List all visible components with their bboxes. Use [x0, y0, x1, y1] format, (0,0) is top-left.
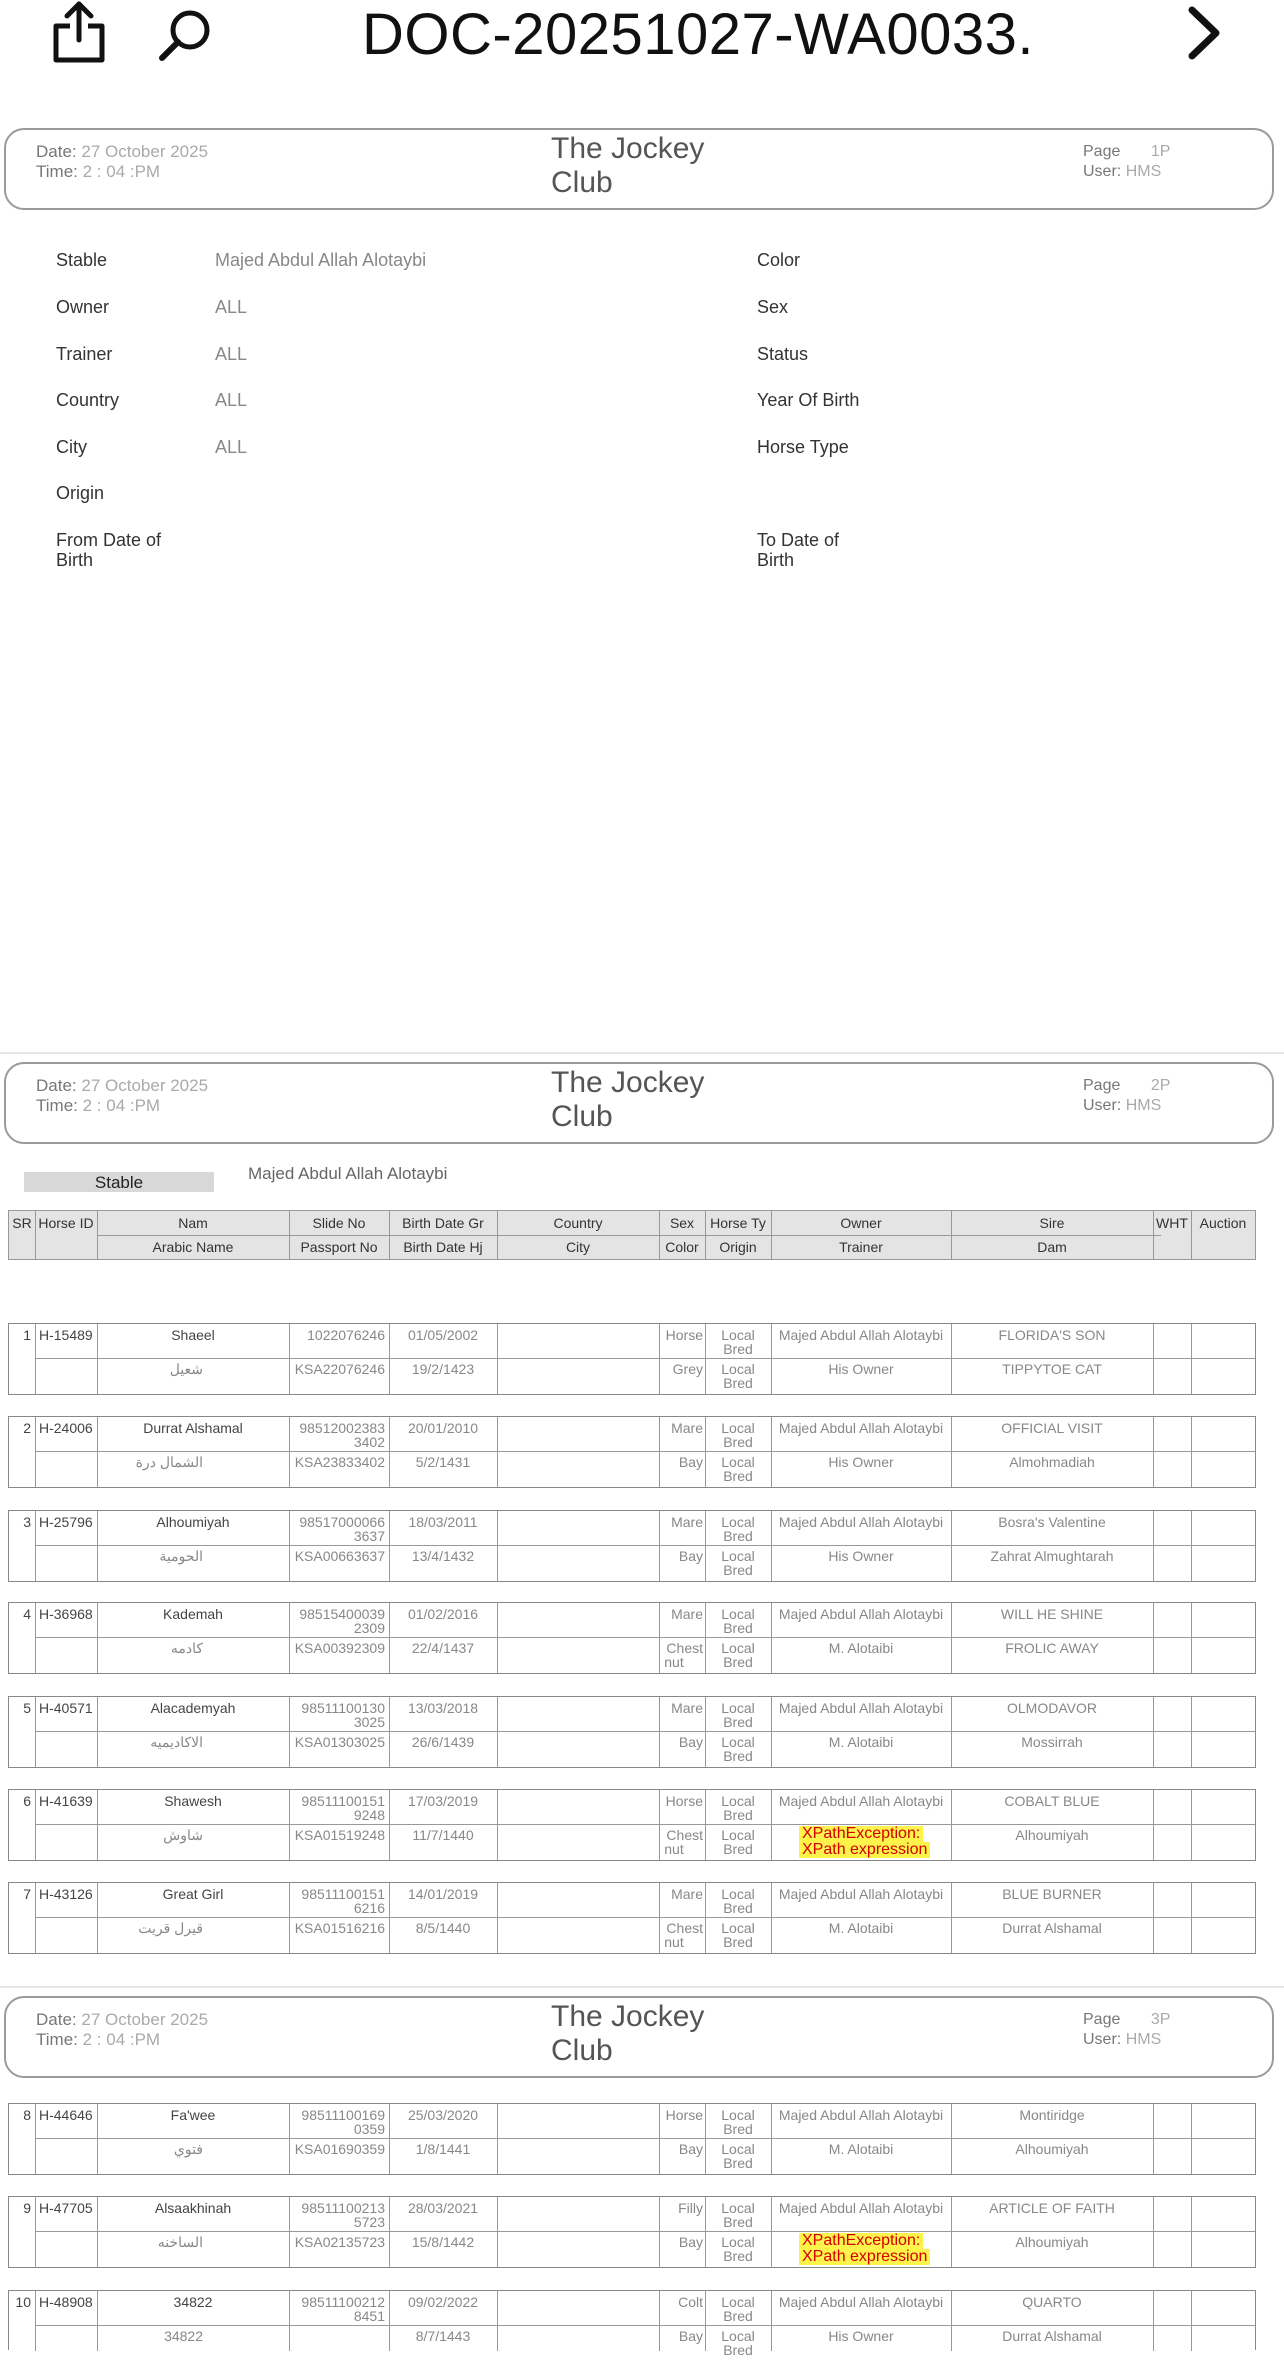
table-header	[8, 1210, 1256, 1260]
filter-city-value: ALL	[215, 437, 248, 457]
cell-arabic-name: قيرل قريت	[138, 1920, 203, 1936]
cell-dam: Mossirrah	[1021, 1734, 1083, 1750]
table-row	[8, 1696, 1256, 1768]
time-value: 2 : 04 :PM	[82, 162, 161, 181]
cell-color: Bay	[678, 2328, 703, 2344]
cell-trainer: M. Alotaibi	[828, 1640, 894, 1656]
page-label: Page	[1083, 143, 1121, 160]
table-row	[8, 1323, 1256, 1395]
filter-country-label: Country	[56, 390, 120, 410]
cell-sex: Filly	[678, 2200, 703, 2216]
cell-name: Durrat Alshamal	[143, 1420, 243, 1436]
cell-slide-no-2: 0359	[353, 2121, 385, 2137]
cell-arabic-name: الاكاديميه	[150, 1734, 203, 1750]
cell-name: Shaeel	[171, 1327, 215, 1343]
cell-slide-no-2: 2309	[353, 1620, 385, 1636]
cell-sr: 10	[15, 2294, 31, 2310]
cell-trainer: His Owner	[828, 1454, 894, 1470]
col-trainer: Trainer	[839, 1239, 883, 1255]
user-label: User:	[1083, 2031, 1122, 2048]
col-arabic-name: Arabic Name	[152, 1239, 234, 1255]
cell-bdate-gr: 01/05/2002	[407, 1327, 479, 1343]
time-label: Time:	[36, 162, 78, 181]
cell-slide-no-2: 5723	[353, 2214, 385, 2230]
cell-trainer: His Owner	[828, 1548, 894, 1564]
col-origin: Origin	[719, 1239, 757, 1255]
search-icon[interactable]	[157, 8, 213, 64]
cell-color: Bay	[678, 2141, 703, 2157]
cell-name: Shawesh	[164, 1793, 222, 1809]
cell-horse-id: H-41639	[39, 1793, 93, 1809]
cell-horse-type: Local	[721, 1700, 755, 1716]
col-slide-no: Slide No	[312, 1215, 366, 1231]
cell-arabic-name: فتوي	[173, 2141, 203, 2157]
club-name: The Jockey Club	[551, 132, 705, 199]
time-label: Time:	[36, 2030, 78, 2049]
col-dam: Dam	[1037, 1239, 1067, 1255]
cell-bdate-hj: 26/6/1439	[411, 1734, 475, 1750]
col-sire: Sire	[1039, 1215, 1065, 1231]
cell-passport-no: KSA00392309	[294, 1640, 385, 1656]
table-row	[8, 1602, 1256, 1674]
cell-owner: Majed Abdul Allah Alotaybi	[778, 1700, 944, 1716]
date-label: Date:	[36, 1076, 77, 1095]
cell-owner: Majed Abdul Allah Alotaybi	[778, 2294, 944, 2310]
cell-origin-2: Bred	[723, 1468, 753, 1484]
cell-bdate-gr: 25/03/2020	[407, 2107, 479, 2123]
cell-bdate-gr: 14/01/2019	[407, 1886, 479, 1902]
filter-sex-label: Sex	[757, 297, 789, 317]
cell-color: Bay	[678, 1454, 703, 1470]
cell-sire: OFFICIAL VISIT	[1001, 1420, 1103, 1436]
cell-color: Chest	[666, 1827, 703, 1843]
cell-sr: 8	[23, 2107, 31, 2123]
cell-dam: TIPPYTOE CAT	[1002, 1361, 1102, 1377]
cell-horse-type: Local	[721, 1606, 755, 1622]
cell-origin: Local	[721, 1361, 755, 1377]
page-divider	[0, 1052, 1284, 1054]
cell-bdate-gr: 18/03/2011	[408, 1514, 478, 1530]
cell-slide-no-2: 3025	[353, 1714, 385, 1730]
filter-status-label: Status	[757, 344, 809, 364]
report-header	[4, 1062, 1274, 1144]
cell-origin: Local	[721, 2234, 755, 2250]
cell-origin: Local	[721, 1827, 755, 1843]
filter-origin-label: Origin	[56, 483, 105, 503]
cell-slide-no: 98517000066	[299, 1514, 385, 1530]
filter-color-label: Color	[757, 250, 801, 270]
col-sr: SR	[12, 1215, 32, 1231]
cell-dam: Durrat Alshamal	[1002, 1920, 1102, 1936]
cell-sex: Horse	[665, 1793, 703, 1809]
table-row	[8, 2103, 1256, 2175]
cell-horse-type-2: Bred	[723, 1434, 753, 1450]
stable-value: Majed Abdul Allah Alotaybi	[248, 1164, 448, 1183]
page-label: Page	[1083, 2011, 1121, 2028]
page-number: 2P	[1150, 1077, 1171, 1094]
cell-horse-type-2: Bred	[723, 1807, 753, 1823]
cell-owner: Majed Abdul Allah Alotaybi	[778, 2200, 944, 2216]
cell-dam: Zahrat Almughtarah	[990, 1548, 1114, 1564]
chevron-right-icon[interactable]	[1180, 4, 1226, 62]
cell-origin: Local	[721, 1454, 755, 1470]
cell-sire: QUARTO	[1022, 2294, 1082, 2310]
cell-bdate-hj: 1/8/1441	[415, 2141, 471, 2157]
cell-slide-no: 98511100213	[301, 2200, 385, 2216]
cell-dam: Almohmadiah	[1009, 1454, 1095, 1470]
cell-arabic-name: شعيل	[169, 1361, 203, 1377]
page-label: Page	[1083, 1077, 1121, 1094]
cell-slide-no-2: 9248	[353, 1807, 385, 1823]
col-name: Nam	[178, 1215, 208, 1231]
cell-bdate-gr: 17/03/2019	[407, 1793, 479, 1809]
cell-color: Bay	[678, 1734, 703, 1750]
cell-name: Alhoumiyah	[156, 1514, 230, 1530]
xpath-error-text: XPathException:	[799, 1826, 923, 1842]
cell-name: Fa'wee	[170, 2107, 216, 2123]
cell-horse-id: H-44646	[39, 2107, 93, 2123]
cell-origin-2: Bred	[723, 2155, 753, 2171]
xpath-error-text: XPathException:	[799, 2233, 923, 2249]
cell-origin: Local	[721, 2141, 755, 2157]
cell-slide-no: 98515400039	[299, 1606, 385, 1622]
cell-sr: 6	[23, 1793, 31, 1809]
cell-origin-2: Bred	[723, 1654, 753, 1670]
page-info	[1083, 142, 1170, 182]
cell-passport-no: KSA00663637	[294, 1548, 385, 1564]
cell-sex: Mare	[671, 1420, 703, 1436]
cell-owner: Majed Abdul Allah Alotaybi	[778, 1886, 944, 1902]
cell-bdate-hj: 8/7/1443	[415, 2328, 471, 2344]
xpath-error-text-2: XPath expression	[799, 2249, 930, 2265]
cell-slide-no: 98511100169	[301, 2107, 385, 2123]
cell-color: Grey	[672, 1361, 703, 1377]
filter-owner-label: Owner	[56, 297, 110, 317]
col-bdate-gr: Birth Date Gr	[402, 1215, 484, 1231]
cell-name: Great Girl	[162, 1886, 224, 1902]
share-icon[interactable]	[50, 0, 108, 64]
col-bdate-hj: Birth Date Hj	[403, 1239, 483, 1255]
page-number: 1P	[1150, 143, 1171, 160]
report-date	[36, 1076, 208, 1116]
cell-color: Chest	[666, 1640, 703, 1656]
xpath-error-text-2: XPath expression	[799, 1842, 930, 1858]
col-auction: Auction	[1199, 1215, 1247, 1231]
date-value: 27 October 2025	[81, 142, 209, 161]
cell-horse-type: Local	[721, 1327, 755, 1343]
cell-passport-no: KSA22076246	[294, 1361, 385, 1377]
cell-horse-type: Local	[721, 2107, 755, 2123]
club-name: The Jockey Club	[551, 1066, 705, 1133]
filter-from-dob-label: From Date of Birth	[56, 530, 162, 570]
col-city: City	[565, 1239, 591, 1255]
cell-horse-id: H-15489	[39, 1327, 93, 1343]
cell-sire: ARTICLE OF FAITH	[989, 2200, 1115, 2216]
cell-horse-type-2: Bred	[723, 1528, 753, 1544]
cell-sr: 9	[23, 2200, 31, 2216]
cell-horse-type-2: Bred	[723, 1341, 753, 1357]
cell-origin-2: Bred	[723, 1841, 753, 1857]
cell-passport-no: KSA02135723	[294, 2234, 385, 2250]
cell-sex: Mare	[671, 1700, 703, 1716]
cell-color: Bay	[678, 2234, 703, 2250]
cell-horse-type: Local	[721, 1420, 755, 1436]
cell-horse-type: Local	[721, 1793, 755, 1809]
col-passport-no: Passport No	[300, 1239, 378, 1255]
cell-origin: Local	[721, 1734, 755, 1750]
cell-arabic-name: الشمال درة	[135, 1454, 203, 1470]
col-sex: Sex	[669, 1215, 695, 1231]
cell-origin-2: Bred	[723, 2342, 753, 2358]
cell-arabic-name: شاوش	[163, 1827, 203, 1843]
cell-slide-no: 1022076246	[307, 1327, 385, 1343]
cell-bdate-hj: 8/5/1440	[415, 1920, 471, 1936]
cell-slide-no: 98511100151	[301, 1886, 385, 1902]
cell-owner: Majed Abdul Allah Alotaybi	[778, 1606, 944, 1622]
cell-color-2: nut	[664, 1934, 684, 1950]
cell-dam: FROLIC AWAY	[1005, 1640, 1099, 1656]
cell-dam: Alhoumiyah	[1015, 1827, 1089, 1843]
cell-sire: OLMODAVOR	[1007, 1700, 1097, 1716]
report-header	[4, 1996, 1274, 2078]
cell-passport-no: KSA01519248	[294, 1827, 385, 1843]
cell-sr: 3	[23, 1514, 31, 1530]
cell-color-2: nut	[664, 1841, 684, 1857]
cell-sr: 1	[23, 1327, 31, 1343]
cell-dam: Alhoumiyah	[1015, 2141, 1089, 2157]
cell-bdate-hj: 13/4/1432	[411, 1548, 475, 1564]
filter-trainer-value: ALL	[215, 344, 248, 364]
user-value: HMS	[1125, 2031, 1162, 2048]
filter-to-dob-label: To Date of Birth	[757, 530, 840, 570]
report-date	[36, 142, 208, 182]
date-label: Date:	[36, 2010, 77, 2029]
cell-name: Alsaakhinah	[154, 2200, 232, 2216]
cell-trainer: His Owner	[828, 1361, 894, 1377]
col-owner: Owner	[840, 1215, 882, 1231]
cell-sex: Horse	[665, 2107, 703, 2123]
cell-horse-type: Local	[721, 2200, 755, 2216]
cell-trainer: His Owner	[828, 2328, 894, 2344]
cell-bdate-hj: 22/4/1437	[411, 1640, 475, 1656]
cell-origin: Local	[721, 2328, 755, 2344]
cell-arabic-name: 34822	[164, 2328, 203, 2344]
cell-sire: Bosra's Valentine	[998, 1514, 1106, 1530]
cell-sr: 7	[23, 1886, 31, 1902]
time-value: 2 : 04 :PM	[82, 1096, 161, 1115]
cell-horse-id: H-43126	[39, 1886, 93, 1902]
cell-horse-type-2: Bred	[723, 2308, 753, 2324]
time-value: 2 : 04 :PM	[82, 2030, 161, 2049]
filter-yob-label: Year Of Birth	[757, 390, 860, 410]
page-info	[1083, 1076, 1170, 1116]
cell-owner: Majed Abdul Allah Alotaybi	[778, 2107, 944, 2123]
cell-slide-no-2: 3637	[353, 1528, 385, 1544]
user-label: User:	[1083, 163, 1122, 180]
cell-sire: COBALT BLUE	[1004, 1793, 1100, 1809]
cell-horse-type-2: Bred	[723, 1714, 753, 1730]
page-divider	[0, 1986, 1284, 1988]
cell-bdate-gr: 01/02/2016	[407, 1606, 479, 1622]
cell-name: Kademah	[163, 1606, 223, 1622]
cell-slide-no: 98511100130	[301, 1700, 385, 1716]
filter-stable-value: Majed Abdul Allah Alotaybi	[215, 250, 427, 270]
cell-horse-type-2: Bred	[723, 1620, 753, 1636]
table-row	[8, 1789, 1256, 1861]
cell-arabic-name: الحومية	[159, 1548, 203, 1564]
document-title: DOC-20251027-WA0033.	[362, 2, 1034, 67]
cell-color-2: nut	[664, 1654, 684, 1670]
cell-origin: Local	[721, 1920, 755, 1936]
cell-slide-no: 98511100151	[301, 1793, 385, 1809]
stable-label: Stable	[24, 1172, 214, 1192]
table-row	[8, 2290, 1256, 2358]
cell-origin: Local	[721, 1640, 755, 1656]
cell-trainer: M. Alotaibi	[828, 2141, 894, 2157]
date-label: Date:	[36, 142, 77, 161]
filter-horse-type-label: Horse Type	[757, 437, 849, 457]
cell-dam: Alhoumiyah	[1015, 2234, 1089, 2250]
cell-sire: FLORIDA'S SON	[998, 1327, 1106, 1343]
cell-horse-id: H-40571	[39, 1700, 93, 1716]
cell-owner: Majed Abdul Allah Alotaybi	[778, 1793, 944, 1809]
cell-sire: BLUE BURNER	[1002, 1886, 1102, 1902]
cell-horse-id: H-25796	[39, 1514, 93, 1530]
cell-origin-2: Bred	[723, 1562, 753, 1578]
cell-bdate-gr: 13/03/2018	[407, 1700, 479, 1716]
cell-name: 34822	[173, 2294, 213, 2310]
cell-passport-no: KSA01303025	[294, 1734, 385, 1750]
cell-horse-id: H-47705	[39, 2200, 93, 2216]
cell-passport-no: KSA01690359	[294, 2141, 385, 2157]
cell-bdate-gr: 28/03/2021	[407, 2200, 479, 2216]
cell-origin: Local	[721, 1548, 755, 1564]
filter-owner-value: ALL	[215, 297, 248, 317]
cell-sr: 4	[23, 1606, 31, 1622]
page-info	[1083, 2010, 1170, 2050]
cell-slide-no-2: 3402	[353, 1434, 385, 1450]
cell-passport-no: KSA23833402	[294, 1454, 385, 1470]
cell-trainer: M. Alotaibi	[828, 1734, 894, 1750]
cell-owner: Majed Abdul Allah Alotaybi	[778, 1420, 944, 1436]
cell-bdate-hj: 19/2/1423	[411, 1361, 475, 1377]
filter-city-label: City	[56, 437, 87, 457]
report-date	[36, 2010, 208, 2050]
cell-horse-id: H-24006	[39, 1420, 93, 1436]
cell-passport-no: KSA01516216	[294, 1920, 385, 1936]
cell-origin-2: Bred	[723, 2248, 753, 2264]
cell-bdate-gr: 09/02/2022	[407, 2294, 479, 2310]
cell-slide-no: 98512002383	[299, 1420, 385, 1436]
cell-horse-type-2: Bred	[723, 1900, 753, 1916]
cell-horse-type: Local	[721, 1514, 755, 1530]
col-wht: WHT	[1156, 1215, 1188, 1231]
table-row	[8, 1882, 1256, 1954]
cell-horse-type-2: Bred	[723, 2121, 753, 2137]
cell-sex: Mare	[671, 1514, 703, 1530]
user-value: HMS	[1125, 163, 1162, 180]
cell-slide-no: 98511100212	[301, 2294, 385, 2310]
cell-sr: 5	[23, 1700, 31, 1716]
cell-name: Alacademyah	[150, 1700, 236, 1716]
time-label: Time:	[36, 1096, 78, 1115]
cell-sex: Horse	[665, 1327, 703, 1343]
cell-sr: 2	[23, 1420, 31, 1436]
cell-sire: WILL HE SHINE	[1000, 1606, 1104, 1622]
cell-horse-type: Local	[721, 1886, 755, 1902]
cell-color: Bay	[678, 1548, 703, 1564]
cell-bdate-gr: 20/01/2010	[407, 1420, 479, 1436]
cell-horse-type: Local	[721, 2294, 755, 2310]
cell-horse-id: H-48908	[39, 2294, 93, 2310]
report-header	[4, 128, 1274, 210]
col-horse-type: Horse Ty	[710, 1215, 766, 1231]
page-number: 3P	[1150, 2011, 1171, 2028]
cell-color: Chest	[666, 1920, 703, 1936]
cell-owner: Majed Abdul Allah Alotaybi	[778, 1514, 944, 1530]
user-value: HMS	[1125, 1097, 1162, 1114]
cell-sex: Mare	[671, 1606, 703, 1622]
filter-stable-label: Stable	[56, 250, 108, 270]
col-horse-id: Horse ID	[38, 1215, 94, 1231]
cell-arabic-name: كادمه	[170, 1640, 203, 1656]
cell-dam: Durrat Alshamal	[1002, 2328, 1102, 2344]
table-row	[8, 2196, 1256, 2268]
cell-sex: Mare	[671, 1886, 703, 1902]
date-value: 27 October 2025	[81, 1076, 209, 1095]
cell-sex: Colt	[678, 2294, 703, 2310]
user-label: User:	[1083, 1097, 1122, 1114]
cell-horse-id: H-36968	[39, 1606, 93, 1622]
date-value: 27 October 2025	[81, 2010, 209, 2029]
cell-origin-2: Bred	[723, 1934, 753, 1950]
cell-origin-2: Bred	[723, 1748, 753, 1764]
cell-origin-2: Bred	[723, 1375, 753, 1391]
table-row	[8, 1510, 1256, 1582]
cell-bdate-hj: 15/8/1442	[411, 2234, 475, 2250]
col-country: Country	[553, 1215, 603, 1231]
filter-trainer-label: Trainer	[56, 344, 113, 364]
cell-horse-type-2: Bred	[723, 2214, 753, 2230]
filter-country-value: ALL	[215, 390, 248, 410]
col-color: Color	[665, 1239, 699, 1255]
viewer-toolbar	[0, 0, 1284, 76]
club-name: The Jockey Club	[551, 2000, 705, 2067]
cell-slide-no-2: 6216	[353, 1900, 385, 1916]
table-row	[8, 1416, 1256, 1488]
cell-bdate-hj: 11/7/1440	[412, 1827, 474, 1843]
cell-arabic-name: الساخنه	[157, 2234, 203, 2250]
cell-bdate-hj: 5/2/1431	[415, 1454, 471, 1470]
cell-sire: Montiridge	[1019, 2107, 1085, 2123]
cell-owner: Majed Abdul Allah Alotaybi	[778, 1327, 944, 1343]
cell-slide-no-2: 8451	[353, 2308, 385, 2324]
cell-trainer: M. Alotaibi	[828, 1920, 894, 1936]
